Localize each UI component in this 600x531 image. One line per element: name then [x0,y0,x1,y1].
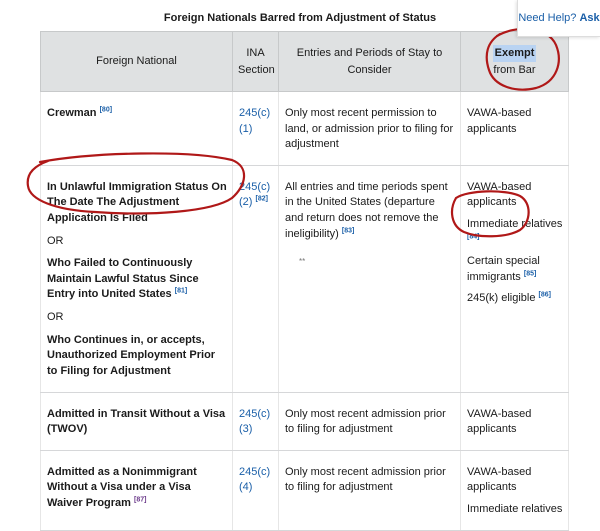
exempt-item-245k [467,291,563,307]
footnote-link-85[interactable]: [85] [523,270,537,278]
table-row [41,92,569,166]
footnote-link-80[interactable]: [80] [99,106,113,114]
ina-section-cell[interactable] [233,392,279,450]
exempt-item: VAWA-based applicants [467,107,532,135]
or-separator: OR [47,234,64,247]
exempt-cell [461,92,569,166]
ina-section-cell[interactable] [233,450,279,530]
ina-section-link-sub[interactable]: (4) [239,481,253,494]
need-help-widget[interactable] [517,0,600,37]
need-help-text: Need Help? [518,12,577,24]
exempt-highlighted-word: Exempt [493,45,537,62]
table-row [41,392,569,450]
exempt-cell [461,450,569,530]
ina-section-cell[interactable] [233,165,279,392]
footnote-link-81[interactable]: [81] [174,287,188,295]
exempt-item: VAWA-based applicants [467,407,532,436]
exempt-item: VAWA-based applicants [467,465,532,494]
foreign-national-text: Admitted as a Nonimmigrant Without a Visa under a Visa Waiver Program [47,465,197,509]
exempt-item-label: Certain special immigrants [467,255,540,283]
foreign-national-text-b [47,256,227,303]
foreign-national-text-c: Who Continues in, or accepts, Unauthorized Employment Prior to Filing for Adjustment [47,333,216,377]
header-exempt [461,32,569,92]
or-separator: OR [47,311,64,324]
footnote-link-86[interactable]: [86] [538,291,551,299]
header-entries: Entries and Periods of Stay to Consider [279,32,461,92]
exempt-item: Immediate relatives [467,502,563,515]
foreign-national-text-b-label: Who Failed to Continuously Maintain Lawful Status Since Entry into United States [47,257,199,301]
foreign-national-cell [41,92,233,166]
footnote-link-82[interactable]: [82] [255,195,268,203]
header-ina-section: INA Section [233,32,279,92]
entries-cell: Only most recent admission prior to filing for adjustment [279,392,461,450]
foreign-national-text: Crewman [47,107,97,119]
exempt-item-label: 245(k) eligible [467,292,536,305]
foreign-national-text-a: In Unlawful Immigration Status On The Date The Adjustment Application Is Filed [47,180,227,225]
ina-section-link-sub[interactable]: (3) [239,423,253,436]
footnote-link-87[interactable]: [87] [134,496,147,504]
ina-section-link-sub[interactable]: (1) [239,122,253,135]
table-row [41,450,569,530]
exempt-cell [461,392,569,450]
entries-cell: Only most recent permission to land, or admission prior to filing for adjustment [279,92,461,166]
entries-cell [279,165,461,392]
table-row [41,165,569,392]
footnote-link-84[interactable]: [84] [467,233,480,240]
ina-section-link-sub[interactable]: (2) [239,196,253,209]
exempt-suffix: from Bar [493,63,536,76]
exempt-item-special-immigrants [467,254,563,285]
foreign-national-cell [41,450,233,530]
exempt-item-label: Immediate relatives [467,218,563,231]
table-header-row [41,32,569,92]
table-caption: Foreign Nationals Barred from Adjustment of Status [163,12,437,24]
ina-section-link[interactable]: 245(c) [239,107,271,119]
exempt-item-immediate-relatives [467,217,563,248]
entries-cell: Only most recent admission prior to filing for adjustment [279,450,461,530]
ask-link[interactable]: Ask [579,12,600,24]
entries-text: All entries and time periods spent in the United States (departure and return does not remove the ineligibility) [285,180,448,240]
ina-section-cell[interactable] [233,92,279,166]
ina-section-link[interactable]: 245(c) [239,180,271,193]
exempt-item: VAWA-based applicants [467,180,532,209]
entries-note-mark: ** [299,257,306,267]
ina-section-link[interactable]: 245(c) [239,407,271,420]
foreign-national-cell: Admitted in Transit Without a Visa (TWOV) [41,392,233,450]
adjustment-bars-table [40,31,569,531]
header-foreign-national: Foreign National [41,32,233,92]
foreign-national-cell [41,165,233,392]
footnote-link-83[interactable]: [83] [341,227,355,234]
exempt-cell [461,165,569,392]
ina-section-link[interactable]: 245(c) [239,465,271,478]
